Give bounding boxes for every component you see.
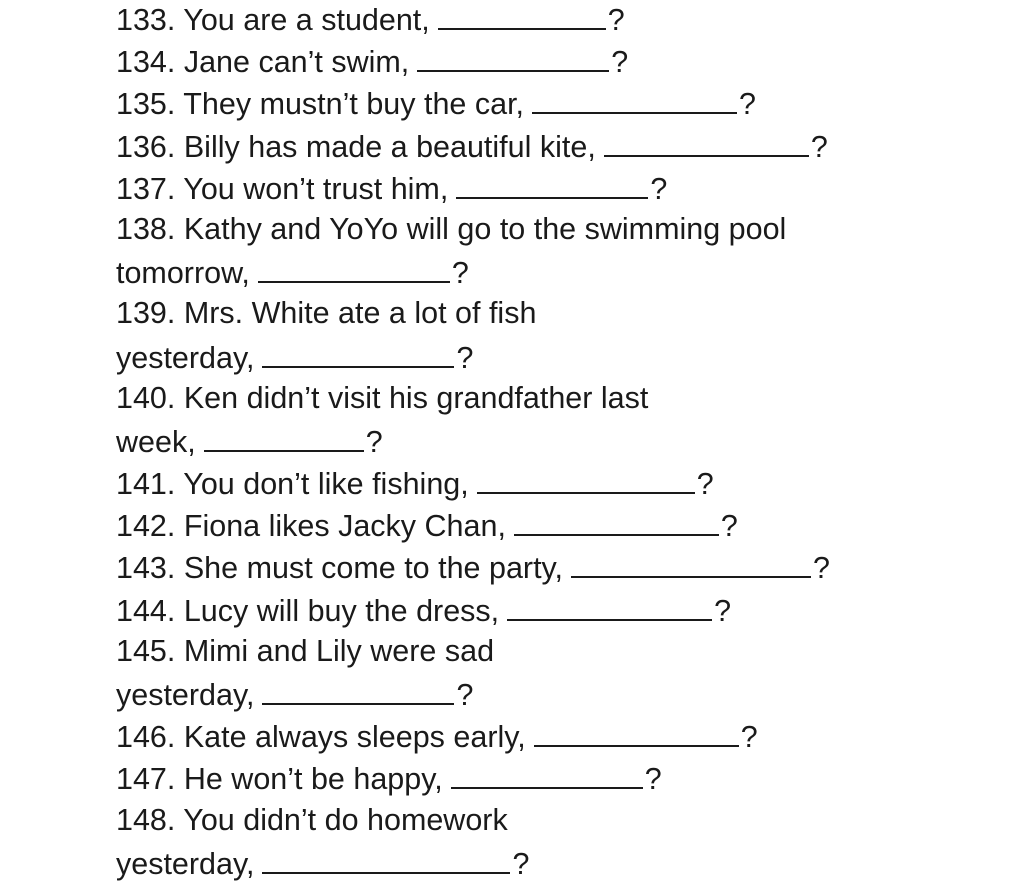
question-text: 133. You are a student,: [116, 3, 430, 37]
answer-blank[interactable]: [262, 675, 454, 705]
question-141: [116, 464, 996, 506]
question-136: [116, 127, 996, 169]
question-text: 140. Ken didn’t visit his grandfather last: [116, 380, 649, 415]
question-147: [116, 759, 996, 801]
question-mark: ?: [611, 45, 629, 80]
question-text: yesterday,: [116, 678, 255, 712]
question-148-line-1: [116, 802, 996, 844]
answer-blank[interactable]: [258, 253, 450, 283]
question-mark: ?: [644, 762, 662, 797]
answer-blank[interactable]: [604, 127, 809, 157]
answer-blank[interactable]: [262, 338, 454, 368]
question-text: 142. Fiona likes Jacky Chan,: [116, 509, 506, 544]
question-text: tomorrow,: [116, 256, 250, 291]
answer-blank[interactable]: [514, 506, 719, 536]
question-138-line-1: [116, 211, 996, 253]
question-text: 147. He won’t be happy,: [116, 762, 443, 797]
question-text: 146. Kate always sleeps early,: [116, 720, 526, 755]
question-144: [116, 591, 996, 633]
question-mark: ?: [456, 340, 474, 375]
question-137: [116, 169, 996, 211]
answer-blank[interactable]: [262, 844, 510, 874]
answer-blank[interactable]: [477, 464, 695, 494]
question-mark: ?: [740, 720, 758, 755]
question-text: week,: [116, 424, 196, 459]
question-142: [116, 506, 996, 548]
question-133: [116, 0, 996, 42]
answer-blank[interactable]: [456, 169, 648, 199]
question-text: 139. Mrs. White ate a lot of fish: [116, 296, 537, 331]
question-139-line-2: [116, 338, 996, 380]
question-135: [116, 84, 996, 126]
question-140-line-1: [116, 380, 996, 422]
question-mark: ?: [451, 256, 469, 291]
question-146: [116, 717, 996, 759]
question-text: yesterday,: [116, 340, 255, 375]
question-139-line-1: [116, 295, 996, 337]
answer-blank[interactable]: [204, 422, 364, 452]
question-138-line-2: [116, 253, 996, 295]
question-text: 136. Billy has made a beautiful kite,: [116, 129, 596, 164]
answer-blank[interactable]: [451, 759, 643, 789]
question-mark: ?: [650, 171, 668, 206]
question-143: [116, 548, 996, 590]
question-text: 144. Lucy will buy the dress,: [116, 593, 500, 628]
question-mark: ?: [512, 846, 530, 881]
question-mark: ?: [607, 3, 625, 37]
answer-blank[interactable]: [507, 591, 712, 621]
answer-blank[interactable]: [532, 84, 737, 114]
question-text: 148. You didn’t do homework: [116, 802, 508, 837]
question-text: yesterday,: [116, 846, 255, 881]
question-mark: ?: [810, 129, 828, 164]
question-mark: ?: [714, 593, 732, 628]
question-text: 145. Mimi and Lily were sad: [116, 633, 495, 668]
question-134: [116, 42, 996, 84]
question-140-line-2: [116, 422, 996, 464]
question-145-line-2: [116, 675, 996, 717]
worksheet: [116, 0, 996, 886]
question-mark: ?: [696, 467, 714, 502]
question-mark: ?: [739, 87, 756, 122]
question-text: 141. You don’t like fishing,: [116, 467, 469, 502]
question-mark: ?: [813, 551, 830, 586]
question-text: 135. They mustn’t buy the car,: [116, 87, 525, 122]
question-145-line-1: [116, 633, 996, 675]
question-text: 138. Kathy and YoYo will go to the swimming pool: [116, 211, 787, 246]
question-mark: ?: [456, 678, 474, 712]
answer-blank[interactable]: [417, 42, 609, 72]
question-text: 137. You won’t trust him,: [116, 171, 449, 206]
answer-blank[interactable]: [534, 717, 739, 747]
question-text: 143. She must come to the party,: [116, 551, 564, 586]
question-mark: ?: [365, 424, 383, 459]
answer-blank[interactable]: [571, 548, 811, 578]
question-mark: ?: [720, 509, 738, 544]
answer-blank[interactable]: [438, 0, 606, 30]
question-text: 134. Jane can’t swim,: [116, 45, 410, 80]
